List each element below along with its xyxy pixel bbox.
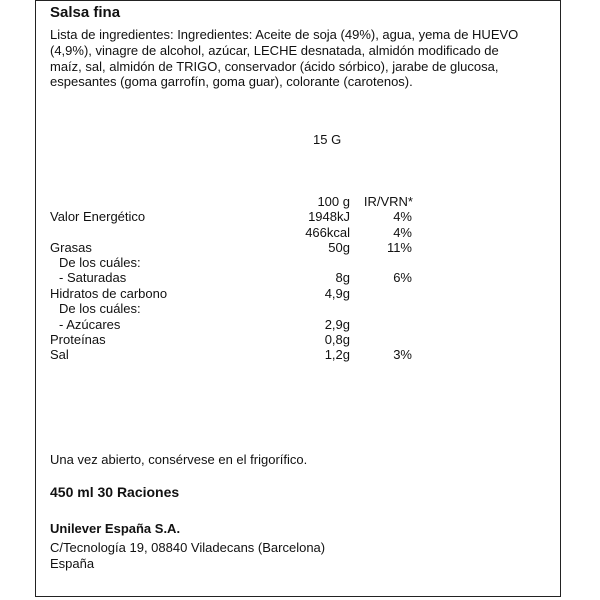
col-header-ir: IR/VRN* — [363, 194, 413, 209]
product-title: Salsa fina — [50, 4, 121, 21]
nutrient-ir: 6% — [393, 270, 412, 285]
nutrient-label: De los cuáles: — [59, 255, 141, 270]
nutrient-label: Grasas — [50, 240, 92, 255]
serving-size: 15 G — [313, 132, 342, 147]
nutrient-ir: 3% — [393, 347, 412, 362]
nutrient-label: De los cuáles: — [59, 301, 141, 316]
nutrient-label: Sal — [50, 347, 69, 362]
nutrient-per100: 466kcal — [305, 225, 350, 240]
nutrient-per100: 50g — [328, 240, 350, 255]
nutrient-label: Proteínas — [50, 332, 106, 347]
ingredients-list: Lista de ingredientes: Ingredientes: Aceite de soja (49%), agua, yema de HUEVO (4,9%), vinagre de alcohol, azúcar, LECHE desnatada, almidón modificado de maíz, sal, almidón de TRIGO, conservador (ácido sórbico), jarabe de glucosa, espesantes (goma garrofín, goma guar), colorante (carotenos). — [50, 27, 519, 90]
nutrient-ir: 4% — [393, 209, 412, 224]
nutrient-per100: 1948kJ — [308, 209, 350, 224]
nutrient-ir: 4% — [393, 225, 412, 240]
nutrient-per100: 2,9g — [324, 317, 350, 332]
storage-instructions: Una vez abierto, consérvese en el frigorífico. — [50, 452, 308, 467]
nutrient-ir: 11% — [386, 240, 412, 255]
nutrient-per100: 8g — [335, 270, 350, 285]
nutrient-per100: 0,8g — [324, 332, 350, 347]
nutrient-label: - Saturadas — [59, 270, 127, 285]
manufacturer-address: C/Tecnología 19, 08840 Viladecans (Barcelona) — [50, 540, 326, 555]
nutrient-label: Hidratos de carbono — [50, 286, 168, 301]
nutrient-per100: 4,9g — [324, 286, 350, 301]
manufacturer-name: Unilever España S.A. — [50, 521, 181, 536]
col-header-per100: 100 g — [317, 194, 350, 209]
nutrient-per100: 1,2g — [324, 347, 350, 362]
nutrient-label: Valor Energético — [50, 209, 146, 224]
nutrient-label: - Azúcares — [59, 317, 121, 332]
net-volume: 450 ml 30 Raciones — [50, 484, 180, 500]
manufacturer-country: España — [50, 556, 95, 571]
